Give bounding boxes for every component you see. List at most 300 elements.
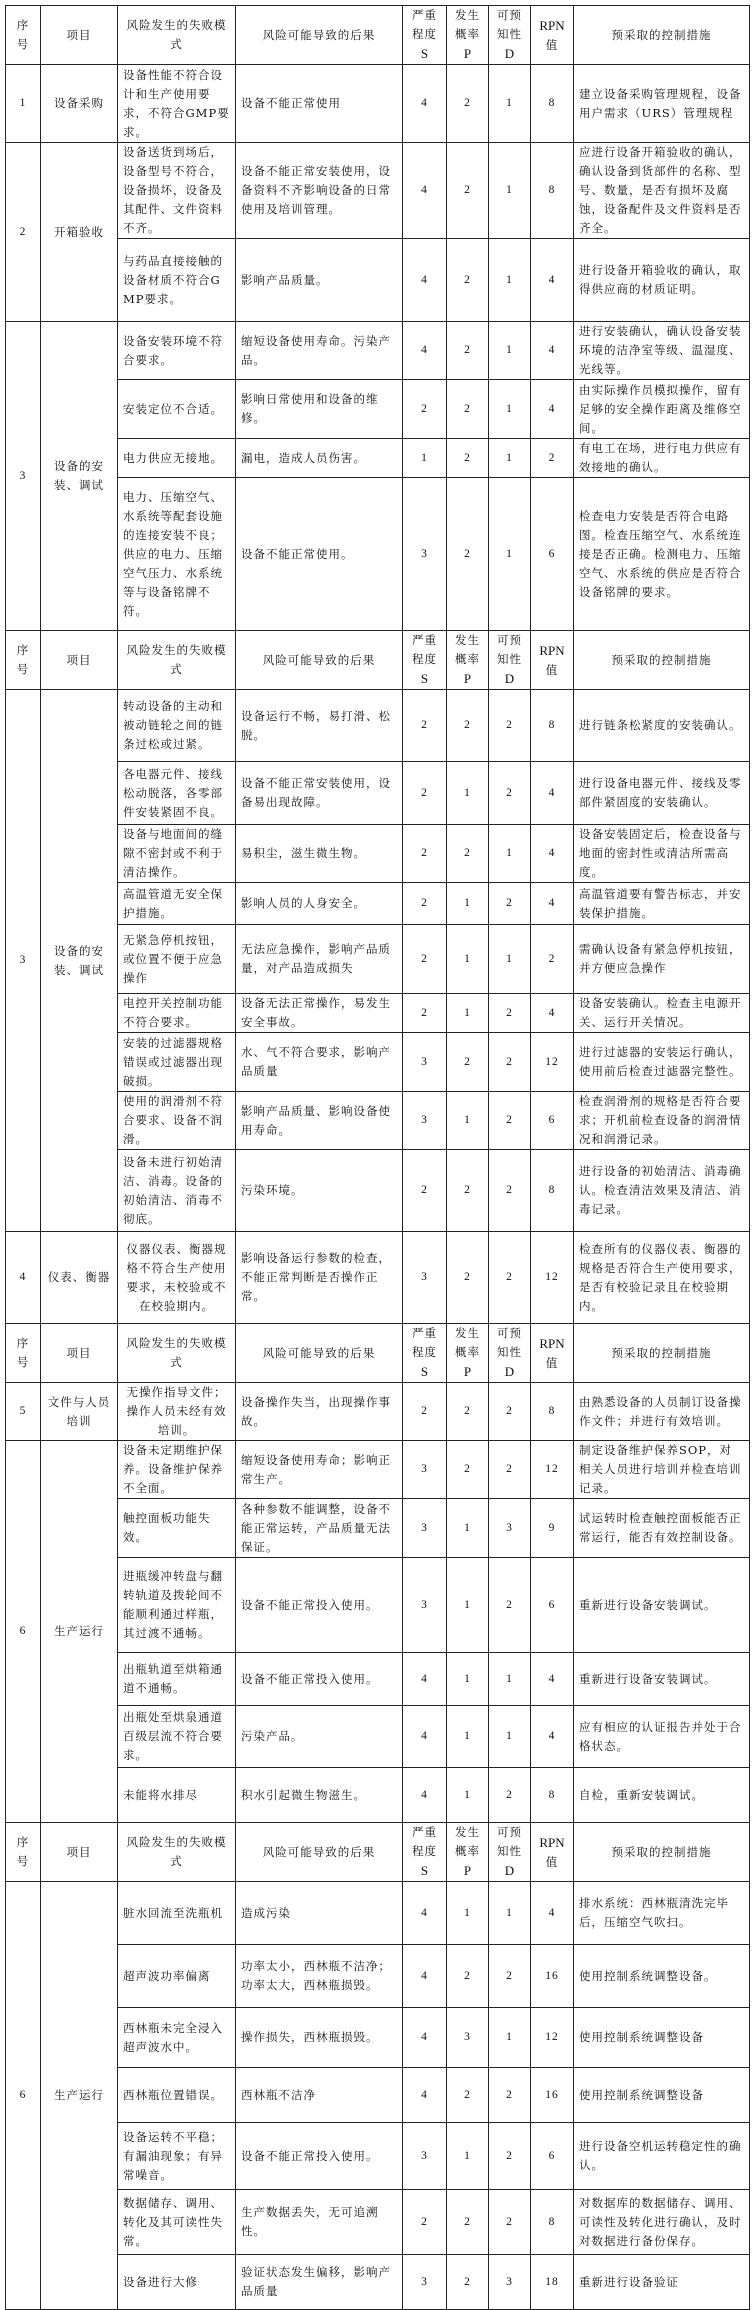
header-line: 严重 (412, 633, 437, 647)
header-line: S (420, 46, 429, 61)
detectability-value: 1 (489, 380, 531, 439)
header-line: RPN (539, 1335, 565, 1351)
failure-mode: 各电器元件、接线松动脱落，各零部件安装紧固不良。 (118, 762, 236, 825)
detectability-value: 2 (489, 1033, 531, 1092)
detectability-value: 2 (489, 883, 531, 925)
control-measure: 使用控制系统调整设备 (574, 2008, 750, 2068)
header-line: D (504, 1863, 515, 1878)
rpn-value: 4 (531, 1706, 574, 1768)
detectability-value: 1 (489, 478, 531, 631)
rpn-value: 18 (531, 2255, 574, 2310)
failure-mode: 设备进行大修 (118, 2255, 236, 2310)
probability-value: 2 (447, 322, 489, 380)
probability-value: 2 (447, 1033, 489, 1092)
table-row (6, 2255, 750, 2310)
header-probability (447, 631, 489, 690)
table-row (6, 1383, 750, 1441)
consequence: 西林瓶不洁净 (236, 2068, 403, 2123)
table-row (6, 2008, 750, 2068)
header-control: 预采取的控制措施 (574, 631, 750, 690)
probability-value: 2 (447, 1383, 489, 1441)
table-row (6, 1945, 750, 2008)
control-measure: 重新进行设备验证 (574, 2255, 750, 2310)
header-line: 发生 (455, 1326, 480, 1340)
detectability-value: 3 (489, 1499, 531, 1558)
table-row (6, 1706, 750, 1768)
row-number: 1 (6, 65, 41, 143)
header-rpn (531, 1324, 574, 1383)
header-line: D (504, 671, 515, 686)
header-line: P (463, 46, 472, 61)
failure-mode: 西林瓶未完全浸入超声波水中。 (118, 2008, 236, 2068)
header-line: 程度 (412, 1844, 437, 1858)
header-line: 概率 (455, 1844, 480, 1858)
probability-value: 1 (447, 883, 489, 925)
control-measure: 进行设备电器元件、接线及零部件紧固度的安装确认。 (574, 762, 750, 825)
consequence: 污染产品。 (236, 1706, 403, 1768)
table-row (6, 478, 750, 631)
table-row (6, 1033, 750, 1092)
control-measure: 由熟悉设备的人员制订设备操作文件；并进行有效培训。 (574, 1383, 750, 1441)
severity-value: 4 (403, 1653, 447, 1706)
header-line: 程度 (412, 652, 437, 666)
control-measure: 建立设备采购管理规程，设备用户需求（URS）管理规程 (574, 65, 750, 143)
failure-mode: 转动设备的主动和被动链轮之间的链条过松或过紧。 (118, 690, 236, 762)
detectability-value: 1 (489, 1706, 531, 1768)
probability-value: 2 (447, 1441, 489, 1499)
header-line: RPN (539, 642, 565, 658)
control-measure: 进行设备的初始清洁、消毒确认。检查清洁效果及清洁、消毒记录。 (574, 1150, 750, 1232)
rpn-value: 4 (531, 883, 574, 925)
detectability-value: 2 (489, 1150, 531, 1232)
rpn-value: 16 (531, 1945, 574, 2008)
probability-value: 2 (447, 690, 489, 762)
table-row (6, 239, 750, 322)
control-measure: 进行过滤器的安装运行确认，使用前后检查过滤器完整性。 (574, 1033, 750, 1092)
probability-value: 1 (447, 1092, 489, 1150)
probability-value: 1 (447, 1499, 489, 1558)
detectability-value: 3 (489, 2255, 531, 2310)
detectability-value: 1 (489, 239, 531, 322)
consequence: 无法应急操作，影响产品质量，对产品造成损失 (236, 925, 403, 994)
failure-mode: 无紧急停机按钮，或位置不便于应急操作 (118, 925, 236, 994)
control-measure: 检查电力安装是否符合电路图。检查压缩空气、水系统连接是否正确。检测电力、压缩空气、水系统的供应是否符合设备铭牌的要求。 (574, 478, 750, 631)
table-row (6, 1882, 750, 1945)
header-line: 严重 (412, 1825, 437, 1839)
header-line: D (504, 1364, 515, 1379)
rpn-value: 8 (531, 1150, 574, 1232)
header-line: 可预 (497, 8, 522, 22)
row-item: 开箱验收 (41, 143, 118, 322)
consequence: 生产数据丢失，无可追溯性。 (236, 2190, 403, 2255)
failure-mode: 设备性能不符合设计和生产使用要求，不符合GMP要求。 (118, 65, 236, 143)
control-measure: 制定设备维护保养SOP，对相关人员进行培训并检查培训记录。 (574, 1441, 750, 1499)
severity-value: 2 (403, 825, 447, 883)
row-number: 6 (6, 1882, 41, 2310)
severity-value: 2 (403, 1150, 447, 1232)
probability-value: 2 (447, 239, 489, 322)
table-row (6, 2068, 750, 2123)
header-detectability (489, 6, 531, 65)
header-probability (447, 1324, 489, 1383)
header-no: 序号 (6, 1324, 41, 1383)
table-row (6, 1653, 750, 1706)
header-rpn (531, 6, 574, 65)
table-row (6, 1092, 750, 1150)
header-control: 预采取的控制措施 (574, 1823, 750, 1882)
header-line: 概率 (455, 652, 480, 666)
probability-value: 2 (447, 2190, 489, 2255)
failure-mode: 电力、压缩空气、水系统等配套设施的连接安装不良；供应的电力、压缩空气压力、水系统等与设备铭牌不符。 (118, 478, 236, 631)
table-row (6, 762, 750, 825)
detectability-value: 1 (489, 439, 531, 478)
consequence: 设备不能正常使用。 (236, 478, 403, 631)
row-number: 5 (6, 1383, 41, 1441)
detectability-value: 1 (489, 1882, 531, 1945)
severity-value: 3 (403, 1033, 447, 1092)
consequence: 设备不能正常安装使用，设备资料不齐影响设备的日常使用及培训管理。 (236, 143, 403, 239)
severity-value: 3 (403, 1499, 447, 1558)
probability-value: 1 (447, 762, 489, 825)
header-detectability (489, 1324, 531, 1383)
detectability-value: 1 (489, 925, 531, 994)
header-failure-mode: 风险发生的失败模式 (118, 6, 236, 65)
rpn-value: 12 (531, 2008, 574, 2068)
probability-value: 1 (447, 994, 489, 1033)
table-row (6, 925, 750, 994)
header-line: 可预 (497, 1825, 522, 1839)
header-line: 值 (545, 1355, 559, 1370)
failure-mode: 高温管道无安全保护措施。 (118, 883, 236, 925)
header-line: 可预 (497, 633, 522, 647)
table-row (6, 1558, 750, 1653)
header-line: 严重 (412, 1326, 437, 1340)
row-item: 生产运行 (41, 1882, 118, 2310)
failure-mode: 安装的过滤器规格错误或过滤器出现破损。 (118, 1033, 236, 1092)
detectability-value: 1 (489, 322, 531, 380)
failure-mode: 进瓶缓冲转盘与翻转轨道及拨轮间不能顺利通过样瓶，其过渡不通畅。 (118, 1558, 236, 1653)
rpn-value: 4 (531, 1653, 574, 1706)
detectability-value: 1 (489, 143, 531, 239)
control-measure: 检查润滑剂的规格是否符合要求；开机前检查设备的润滑情况和润滑记录。 (574, 1092, 750, 1150)
failure-mode: 设备送货到场后，设备型号不符合，设备损坏，设备及其配件、文件资料不齐。 (118, 143, 236, 239)
severity-value: 4 (403, 239, 447, 322)
consequence: 易积尘，滋生微生物。 (236, 825, 403, 883)
rpn-value: 8 (531, 1768, 574, 1823)
header-row (6, 631, 750, 690)
severity-value: 4 (403, 1768, 447, 1823)
header-item: 项目 (41, 1823, 118, 1882)
probability-value: 2 (447, 2255, 489, 2310)
header-consequence: 风险可能导致的后果 (236, 1823, 403, 1882)
header-line: 发生 (455, 633, 480, 647)
failure-mode: 脏水回流至洗瓶机 (118, 1882, 236, 1945)
rpn-value: 8 (531, 690, 574, 762)
control-measure: 应有相应的认证报告并处于合格状态。 (574, 1706, 750, 1768)
probability-value: 2 (447, 1232, 489, 1324)
consequence: 积水引起微生物滋生。 (236, 1768, 403, 1823)
probability-value: 1 (447, 1882, 489, 1945)
header-line: RPN (539, 1834, 565, 1850)
control-measure: 需确认设备有紧急停机按钮，并方便应急操作 (574, 925, 750, 994)
control-measure: 自检，重新安装调试。 (574, 1768, 750, 1823)
header-failure-mode: 风险发生的失败模式 (118, 1823, 236, 1882)
consequence: 功率太小，西林瓶不洁净；功率太大，西林瓶损毁。 (236, 1945, 403, 2008)
consequence: 设备操作失当，出现操作事故。 (236, 1383, 403, 1441)
failure-mode: 出瓶处至烘泉通道百级层流不符合要求。 (118, 1706, 236, 1768)
header-line: P (463, 671, 472, 686)
failure-mode: 无操作指导文件；操作人员未经有效培训。 (118, 1383, 236, 1441)
header-line: 程度 (412, 1345, 437, 1359)
header-line: RPN (539, 17, 565, 33)
header-line: 值 (545, 1854, 559, 1869)
consequence: 水、气不符合要求，影响产品质量 (236, 1033, 403, 1092)
table-row (6, 825, 750, 883)
failure-mode: 设备运转不平稳；有漏油现象；有异常噪音。 (118, 2123, 236, 2190)
control-measure: 由实际操作员模拟操作，留有足够的安全操作距离及维修空间。 (574, 380, 750, 439)
table-row (6, 2123, 750, 2190)
table-row (6, 1499, 750, 1558)
header-failure-mode: 风险发生的失败模式 (118, 1324, 236, 1383)
rpn-value: 8 (531, 2190, 574, 2255)
fmea-risk-table (5, 5, 750, 2310)
header-consequence: 风险可能导致的后果 (236, 631, 403, 690)
table-row (6, 439, 750, 478)
header-item: 项目 (41, 631, 118, 690)
severity-value: 3 (403, 1232, 447, 1324)
header-probability (447, 1823, 489, 1882)
failure-mode: 设备未进行初始清洁、消毒。设备的初始清洁、消毒不彻底。 (118, 1150, 236, 1232)
rpn-value: 12 (531, 1441, 574, 1499)
consequence: 影响产品质量。 (236, 239, 403, 322)
rpn-value: 6 (531, 2123, 574, 2190)
table-row (6, 690, 750, 762)
detectability-value: 2 (489, 994, 531, 1033)
table-row (6, 883, 750, 925)
failure-mode: 电控开关控制功能不符合要求。 (118, 994, 236, 1033)
probability-value: 2 (447, 380, 489, 439)
rpn-value: 4 (531, 762, 574, 825)
probability-value: 1 (447, 925, 489, 994)
failure-mode: 仪器仪表、衡器规格不符合生产使用要求，未校验或不在校验期内。 (118, 1232, 236, 1324)
detectability-value: 2 (489, 1232, 531, 1324)
detectability-value: 2 (489, 1383, 531, 1441)
header-line: 概率 (455, 27, 480, 41)
control-measure: 进行设备开箱验收的确认，取得供应商的材质证明。 (574, 239, 750, 322)
row-item: 设备采购 (41, 65, 118, 143)
header-line: 知性 (497, 1345, 522, 1359)
header-line: S (420, 671, 429, 686)
detectability-value: 1 (489, 2008, 531, 2068)
failure-mode: 西林瓶位置错误。 (118, 2068, 236, 2123)
header-row (6, 1823, 750, 1882)
header-item: 项目 (41, 1324, 118, 1383)
consequence: 影响人员的人身安全。 (236, 883, 403, 925)
header-line: 知性 (497, 1844, 522, 1858)
header-no: 序号 (6, 6, 41, 65)
consequence: 设备无法正常操作，易发生安全事故。 (236, 994, 403, 1033)
rpn-value: 9 (531, 1499, 574, 1558)
detectability-value: 1 (489, 65, 531, 143)
consequence: 操作损失，西林瓶损毁。 (236, 2008, 403, 2068)
control-measure: 设备安装固定后，检查设备与地面的密封性或清洁所需高度。 (574, 825, 750, 883)
failure-mode: 设备与地面间的缝隙不密封或不利于清洁操作。 (118, 825, 236, 883)
rpn-value: 4 (531, 380, 574, 439)
header-line: 可预 (497, 1326, 522, 1340)
detectability-value: 2 (489, 1441, 531, 1499)
rpn-value: 4 (531, 239, 574, 322)
table-row (6, 1441, 750, 1499)
header-line: P (463, 1863, 472, 1878)
control-measure: 重新进行设备安装调试。 (574, 1558, 750, 1653)
header-line: 发生 (455, 8, 480, 22)
severity-value: 2 (403, 2190, 447, 2255)
header-rpn (531, 1823, 574, 1882)
consequence: 缩短设备使用寿命；影响正常生产。 (236, 1441, 403, 1499)
severity-value: 2 (403, 1383, 447, 1441)
rpn-value: 4 (531, 1882, 574, 1945)
detectability-value: 2 (489, 1092, 531, 1150)
control-measure: 使用控制系统调整设备。 (574, 1945, 750, 2008)
row-item: 生产运行 (41, 1441, 118, 1823)
severity-value: 1 (403, 439, 447, 478)
control-measure: 进行安装确认，确认设备安装环境的洁净室等级、温湿度、光线等。 (574, 322, 750, 380)
header-line: 概率 (455, 1345, 480, 1359)
row-item: 仪表、衡器 (41, 1232, 118, 1324)
consequence: 验证状态发生偏移，影响产品质量 (236, 2255, 403, 2310)
probability-value: 2 (447, 825, 489, 883)
control-measure: 试运转时检查触控面板能否正常运行，能否有效控制设备。 (574, 1499, 750, 1558)
consequence: 影响设备运行参数的检查，不能正常判断是否操作正常。 (236, 1232, 403, 1324)
header-detectability (489, 1823, 531, 1882)
header-severity (403, 1324, 447, 1383)
table-row (6, 1150, 750, 1232)
consequence: 影响日常使用和设备的维修。 (236, 380, 403, 439)
severity-value: 4 (403, 2008, 447, 2068)
control-measure: 使用控制系统调整设备 (574, 2068, 750, 2123)
probability-value: 2 (447, 2068, 489, 2123)
failure-mode: 设备未定期维护保养。设备维护保养不全面。 (118, 1441, 236, 1499)
probability-value: 2 (447, 1150, 489, 1232)
detectability-value: 1 (489, 1653, 531, 1706)
failure-mode: 与药品直接接触的设备材质不符合GMP要求。 (118, 239, 236, 322)
header-severity (403, 631, 447, 690)
header-rpn (531, 631, 574, 690)
probability-value: 1 (447, 1653, 489, 1706)
header-line: S (420, 1364, 429, 1379)
severity-value: 2 (403, 994, 447, 1033)
control-measure: 排水系统：西林瓶清洗完毕后，压缩空气吹扫。 (574, 1882, 750, 1945)
severity-value: 4 (403, 143, 447, 239)
row-number: 4 (6, 1232, 41, 1324)
header-consequence: 风险可能导致的后果 (236, 1324, 403, 1383)
rpn-value: 8 (531, 1383, 574, 1441)
severity-value: 4 (403, 1882, 447, 1945)
control-measure: 对数据库的数据储存、调用、可读性及转化进行确认，及时对数据进行备份保存。 (574, 2190, 750, 2255)
failure-mode: 使用的润滑剂不符合要求、设备不润滑。 (118, 1092, 236, 1150)
rpn-value: 8 (531, 143, 574, 239)
rpn-value: 6 (531, 1092, 574, 1150)
header-line: P (463, 1364, 472, 1379)
header-no: 序号 (6, 1823, 41, 1882)
probability-value: 1 (447, 1558, 489, 1653)
table-row (6, 994, 750, 1033)
rpn-value: 4 (531, 322, 574, 380)
detectability-value: 2 (489, 1768, 531, 1823)
header-consequence: 风险可能导致的后果 (236, 6, 403, 65)
rpn-value: 16 (531, 2068, 574, 2123)
rpn-value: 4 (531, 994, 574, 1033)
rpn-value: 6 (531, 478, 574, 631)
detectability-value: 2 (489, 2068, 531, 2123)
row-number: 3 (6, 690, 41, 1232)
table-row (6, 1768, 750, 1823)
header-line: 知性 (497, 27, 522, 41)
table-row (6, 380, 750, 439)
severity-value: 4 (403, 1706, 447, 1768)
control-measure: 重新进行设备安装调试。 (574, 1653, 750, 1706)
detectability-value: 1 (489, 825, 531, 883)
row-item: 设备的安装、调试 (41, 690, 118, 1232)
detectability-value: 2 (489, 2123, 531, 2190)
consequence: 设备不能正常安装使用，设备易出现故障。 (236, 762, 403, 825)
probability-value: 2 (447, 143, 489, 239)
row-item: 设备的安装、调试 (41, 322, 118, 631)
consequence: 各种参数不能调整，设备不能正常运转，产品质量无法保证。 (236, 1499, 403, 1558)
header-control: 预采取的控制措施 (574, 6, 750, 65)
detectability-value: 2 (489, 1945, 531, 2008)
table-row (6, 1232, 750, 1324)
detectability-value: 2 (489, 1558, 531, 1653)
rpn-value: 12 (531, 1232, 574, 1324)
severity-value: 2 (403, 690, 447, 762)
probability-value: 1 (447, 1768, 489, 1823)
failure-mode: 数据储存、调用、转化及其可读性失常。 (118, 2190, 236, 2255)
table-row (6, 322, 750, 380)
severity-value: 3 (403, 2123, 447, 2190)
failure-mode: 设备安装环境不符合要求。 (118, 322, 236, 380)
detectability-value: 2 (489, 690, 531, 762)
control-measure: 检查所有的仪器仪表、衡器的规格是否符合生产使用要求，是否有校验记录且在校验期内。 (574, 1232, 750, 1324)
header-failure-mode: 风险发生的失败模式 (118, 631, 236, 690)
severity-value: 4 (403, 322, 447, 380)
control-measure: 有电工在场，进行电力供应有效接地的确认。 (574, 439, 750, 478)
row-number: 3 (6, 322, 41, 631)
rpn-value: 6 (531, 1558, 574, 1653)
failure-mode: 出瓶轨道至烘箱通道不通畅。 (118, 1653, 236, 1706)
failure-mode: 未能将水排尽 (118, 1768, 236, 1823)
header-line: 值 (545, 662, 559, 677)
header-item: 项目 (41, 6, 118, 65)
severity-value: 3 (403, 478, 447, 631)
severity-value: 2 (403, 380, 447, 439)
header-detectability (489, 631, 531, 690)
row-item: 文件与人员培训 (41, 1383, 118, 1441)
control-measure: 进行设备空机运转稳定性的确认。 (574, 2123, 750, 2190)
row-number: 6 (6, 1441, 41, 1823)
header-line: D (504, 46, 515, 61)
severity-value: 3 (403, 1558, 447, 1653)
header-probability (447, 6, 489, 65)
control-measure: 高温管道要有警告标志，并安装保护措施。 (574, 883, 750, 925)
severity-value: 2 (403, 925, 447, 994)
severity-value: 3 (403, 2255, 447, 2310)
consequence: 污染环境。 (236, 1150, 403, 1232)
probability-value: 2 (447, 1945, 489, 2008)
probability-value: 1 (447, 2123, 489, 2190)
probability-value: 3 (447, 2008, 489, 2068)
consequence: 缩短设备使用寿命。污染产品。 (236, 322, 403, 380)
